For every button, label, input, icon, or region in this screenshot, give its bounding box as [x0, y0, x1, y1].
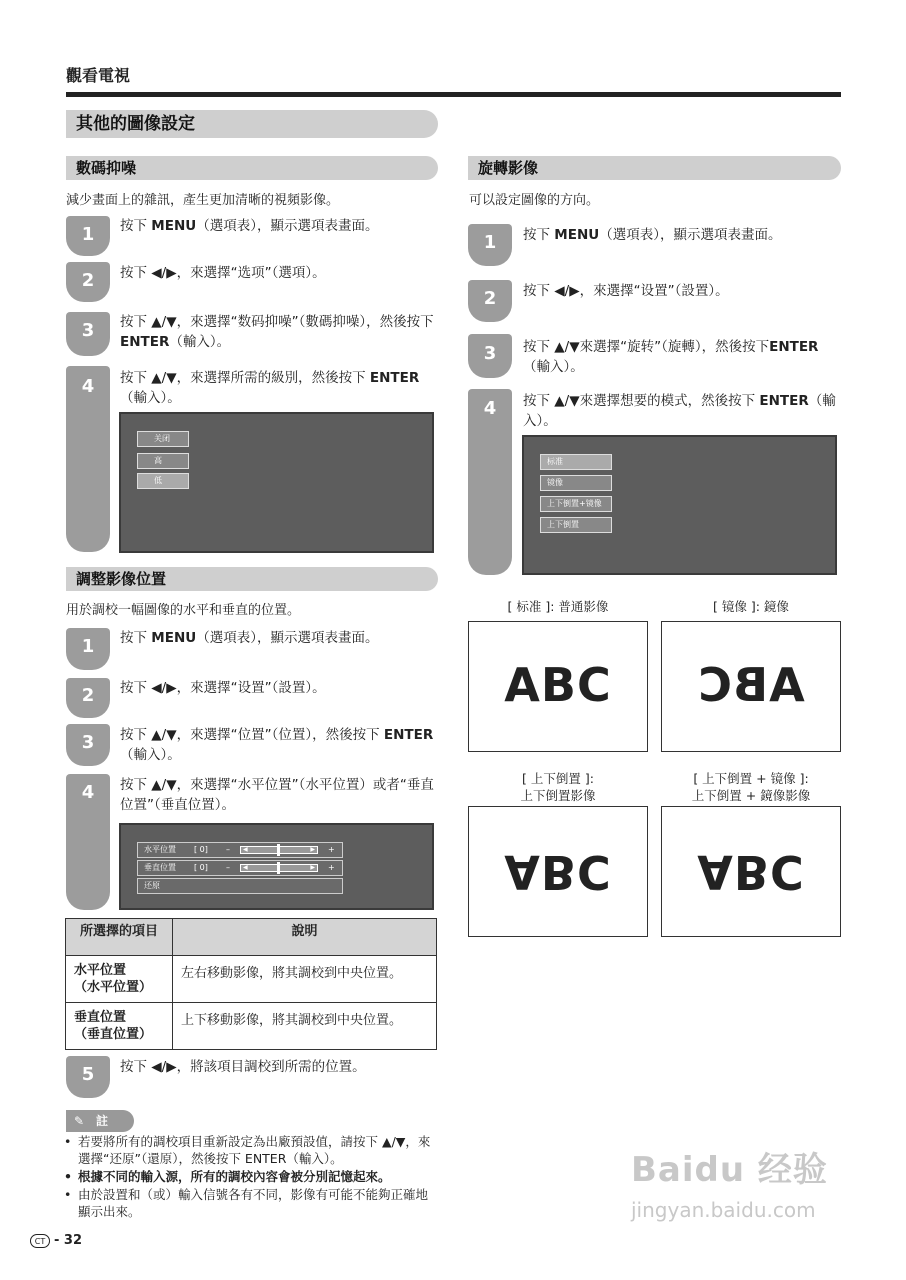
osd-option-mirror[interactable]: 镜像 — [540, 475, 612, 491]
rotate-osd-screen — [522, 435, 837, 575]
step-number: 4 — [81, 782, 95, 803]
settings-table — [65, 918, 437, 1050]
step-number: 2 — [483, 288, 497, 309]
noise-section-title: 數碼抑噪 — [66, 156, 438, 180]
osd-option-low[interactable]: 低 — [137, 473, 189, 489]
osd-option-upside-down[interactable]: 上下倒置 — [540, 517, 612, 533]
example-standard — [468, 621, 648, 752]
step-number: 2 — [81, 270, 95, 291]
example-upside-down-mirror — [661, 806, 841, 937]
table-row — [66, 956, 437, 1003]
baidu-watermark — [631, 1145, 846, 1245]
example-caption: [ 标准 ]: 普通影像 — [507, 599, 609, 614]
osd-option-high[interactable]: 高 — [137, 453, 189, 469]
page-header-title: 觀看電視 — [66, 66, 131, 85]
example-caption: [ 上下倒置 + 镜像 ]: — [693, 771, 809, 786]
step-number: 1 — [483, 232, 497, 253]
right-arrow-icon: ▶ — [310, 864, 315, 871]
note-item: • 若要將所有的調校項目重新設定為出廠預設值，請按下 ▲/▼，來選擇“还原”（還原），然後按下 ENTER（輸入）。 — [64, 1133, 440, 1167]
example-text: ABC — [504, 658, 612, 712]
step-number: 5 — [81, 1064, 95, 1085]
table-cell: 垂直位置 （垂直位置） — [66, 1003, 173, 1050]
noise-step-4: 按下 ▲/▼，來選擇所需的級別，然後按下 ENTER（輸入）。 — [120, 370, 420, 406]
position-step-4: 按下 ▲/▼，來選擇“水平位置”（水平位置）或者“垂直位置”（垂直位置）。 — [120, 777, 434, 813]
section-title: 其他的圖像設定 — [66, 110, 438, 138]
left-arrow-icon: ◀ — [243, 846, 248, 853]
minus-icon: – — [226, 863, 230, 872]
language-badge: CT — [30, 1234, 50, 1248]
rotate-desc: 可以設定圖像的方向。 — [469, 193, 600, 208]
rotate-section-title: 旋轉影像 — [468, 156, 841, 180]
osd-option-standard[interactable]: 标准 — [540, 454, 612, 470]
osd-h-position-value: [ 0] — [194, 845, 208, 854]
step-number: 3 — [81, 732, 95, 753]
table-header: 所選擇的項目 — [66, 919, 173, 956]
step-number: 1 — [81, 224, 95, 245]
osd-h-position-row[interactable] — [137, 842, 343, 858]
position-osd-screen — [119, 823, 434, 910]
v-position-slider[interactable] — [240, 864, 318, 872]
position-step-3: 按下 ▲/▼，來選擇“位置”（位置），然後按下 ENTER（輸入）。 — [120, 727, 434, 763]
step-number: 4 — [483, 398, 497, 419]
step-number: 2 — [81, 685, 95, 706]
noise-desc: 減少畫面上的雜訊，產生更加清晰的視頻影像。 — [66, 193, 340, 208]
example-text: ABC — [504, 845, 612, 899]
example-mirror — [661, 621, 841, 752]
example-caption: [ 镜像 ]: 鏡像 — [713, 599, 789, 614]
right-arrow-icon: ▶ — [310, 846, 315, 853]
slider-knob[interactable] — [277, 844, 280, 856]
header-rule — [66, 92, 841, 97]
osd-v-position-value: [ 0] — [194, 863, 208, 872]
osd-reset-row[interactable]: 还原 — [137, 878, 343, 894]
rotate-step-3: 按下 ▲/▼來選擇“旋转”（旋轉），然後按下ENTER（輸入）。 — [523, 339, 819, 375]
osd-option-off[interactable]: 关闭 — [137, 431, 189, 447]
osd-v-position-row[interactable] — [137, 860, 343, 876]
note-label: ✎ 註 — [66, 1110, 134, 1132]
slider-knob[interactable] — [277, 862, 280, 874]
example-caption: 上下倒置影像 — [520, 788, 596, 803]
example-text: ABC — [697, 658, 805, 712]
table-header: 說明 — [173, 919, 437, 956]
rotate-step-1: 按下 MENU（選項表），顯示選項表畫面。 — [523, 227, 782, 243]
step-number: 3 — [81, 320, 95, 341]
watermark-url: jingyan.baidu.com — [631, 1198, 816, 1222]
noise-osd-screen — [119, 412, 434, 553]
plus-icon: + — [328, 845, 335, 854]
notes-list — [64, 1133, 440, 1221]
left-arrow-icon: ◀ — [243, 864, 248, 871]
position-step-1: 按下 MENU（選項表），顯示選項表畫面。 — [120, 630, 379, 646]
rotate-step-4: 按下 ▲/▼來選擇想要的模式，然後按下 ENTER（輸入）。 — [523, 393, 836, 429]
h-position-slider[interactable] — [240, 846, 318, 854]
table-row — [66, 1003, 437, 1050]
table-cell: 上下移動影像，將其調校到中央位置。 — [173, 1003, 437, 1050]
example-caption: [ 上下倒置 ]: — [522, 771, 594, 786]
note-item: • 由於設置和（或）輸入信號各有不同，影像有可能不能夠正確地顯示出來。 — [64, 1186, 440, 1220]
example-text: ABC — [697, 845, 805, 899]
osd-v-position-label: 垂直位置 — [144, 863, 176, 872]
step-number: 1 — [81, 636, 95, 657]
step-number: 3 — [483, 343, 497, 364]
table-cell: 水平位置 （水平位置） — [66, 956, 173, 1003]
minus-icon: – — [226, 845, 230, 854]
example-upside-down — [468, 806, 648, 937]
position-step-2: 按下 ◀/▶，來選擇“设置”（設置）。 — [120, 680, 326, 696]
position-desc: 用於調校一幅圖像的水平和垂直的位置。 — [66, 603, 301, 618]
rotate-step-2: 按下 ◀/▶，來選擇“设置”（設置）。 — [523, 283, 729, 299]
osd-h-position-label: 水平位置 — [144, 845, 176, 854]
example-caption: 上下倒置 + 鏡像影像 — [691, 788, 811, 803]
noise-step-2: 按下 ◀/▶，來選擇“选项”（選項）。 — [120, 265, 326, 281]
position-section-title: 調整影像位置 — [66, 567, 438, 591]
note-item: • 根據不同的輸入源，所有的調校內容會被分別記憶起來。 — [64, 1168, 440, 1185]
plus-icon: + — [328, 863, 335, 872]
noise-step-3: 按下 ▲/▼，來選擇“数码抑噪”（數碼抑噪），然後按下 ENTER（輸入）。 — [120, 314, 434, 350]
noise-step-1: 按下 MENU（選項表），顯示選項表畫面。 — [120, 218, 379, 234]
page-number: - 32 — [54, 1233, 83, 1248]
watermark-logo: Baidu 经验 — [631, 1150, 828, 1190]
table-cell: 左右移動影像，將其調校到中央位置。 — [173, 956, 437, 1003]
osd-option-upside-down-mirror[interactable]: 上下倒置+镜像 — [540, 496, 612, 512]
pencil-icon: ✎ — [74, 1114, 85, 1128]
step-number: 4 — [81, 376, 95, 397]
position-step-5: 按下 ◀/▶，將該項目調校到所需的位置。 — [120, 1059, 366, 1075]
